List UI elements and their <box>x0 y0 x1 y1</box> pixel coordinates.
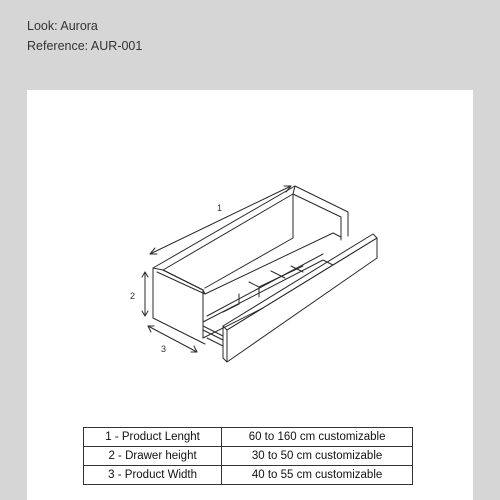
drawer-box <box>203 254 333 338</box>
table-row <box>84 447 413 466</box>
product-sheet <box>27 90 473 500</box>
dimension-1-arrow <box>150 186 291 254</box>
table-row <box>84 428 413 447</box>
dimension-name-cell: 1 - Product Lenght <box>84 428 222 447</box>
dimension-2-arrow <box>142 272 148 316</box>
cabinet-body <box>153 186 348 344</box>
reference-label: Reference: AUR-001 <box>27 39 143 53</box>
dimension-name-cell: 2 - Drawer height <box>84 447 222 466</box>
dimension-3-label: 3 <box>161 344 167 354</box>
dimension-name-cell: 3 - Product Width <box>84 466 222 485</box>
dimension-2-label: 2 <box>130 291 136 301</box>
dimension-value-cell: 60 to 160 cm customizable <box>222 428 413 447</box>
table-row <box>84 466 413 485</box>
look-label: Look: Aurora <box>27 19 98 33</box>
dimension-1-label: 1 <box>217 203 223 213</box>
dimension-value-cell: 30 to 50 cm customizable <box>222 447 413 466</box>
dimension-3-arrow <box>148 326 197 352</box>
dimension-value-cell: 40 to 55 cm customizable <box>222 466 413 485</box>
dimensions-table <box>83 427 413 485</box>
